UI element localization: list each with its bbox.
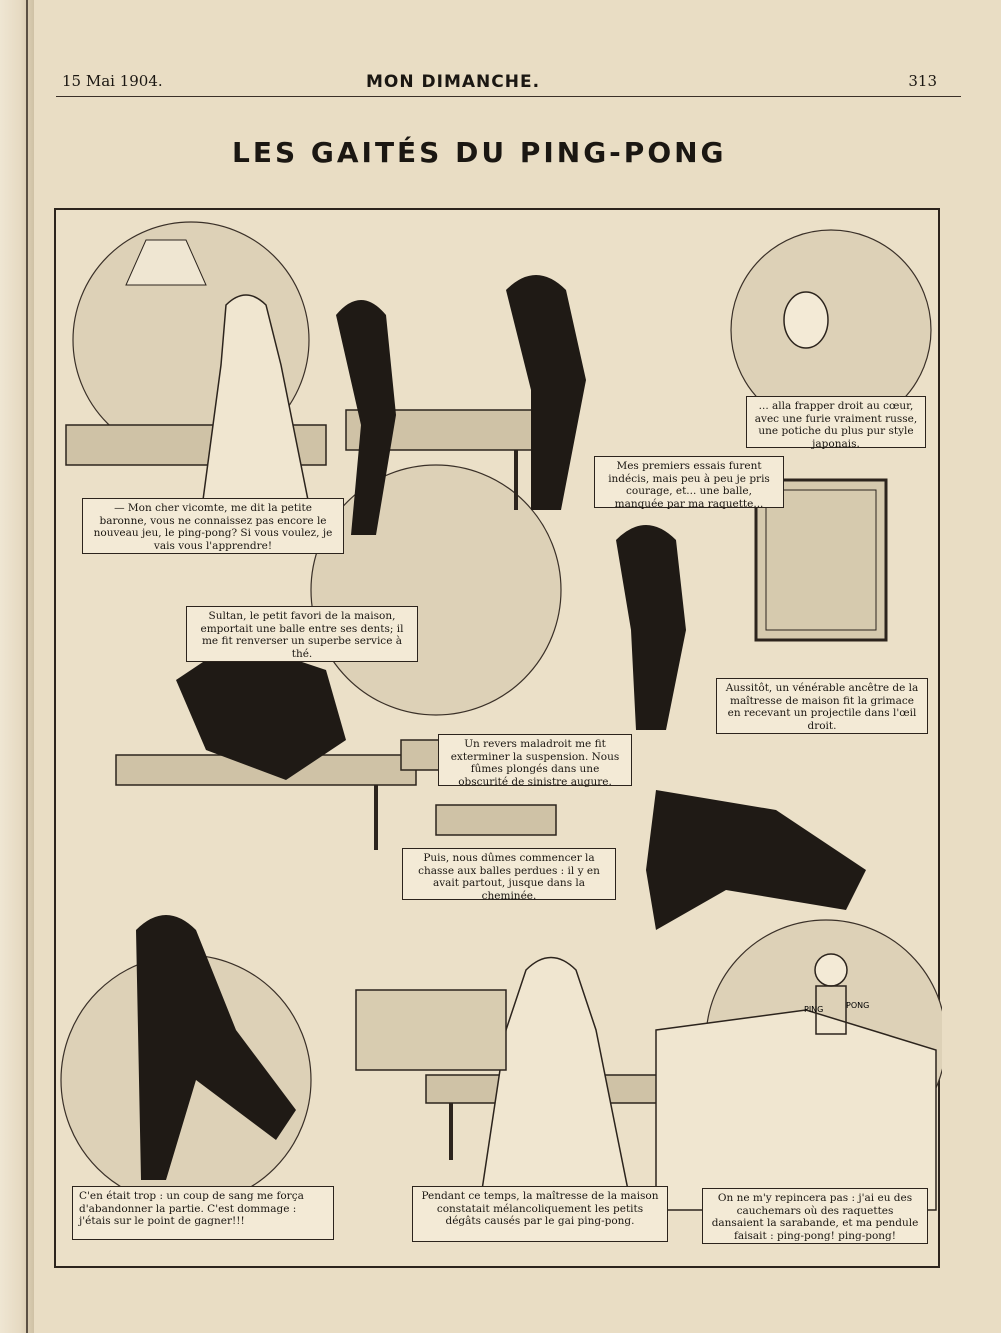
page (36, 0, 1001, 1333)
japanese-vase (784, 292, 828, 348)
caption-5: Aussitôt, un vénérable ancêtre de la maîtresse de maison fit la grimace en recevant un projectile dans l'œil droit. (716, 678, 928, 734)
caption-8: C'en était trop : un coup de sang me força d'abandonner la partie. C'est dommage : j'étais sur le point de gagner!!! (72, 1186, 334, 1240)
clock (815, 954, 847, 986)
header-date: 15 Mai 1904. (62, 72, 163, 90)
comic-frame (54, 208, 940, 1268)
header-page-number: 313 (908, 72, 937, 90)
caption-7: Puis, nous dûmes commencer la chasse aux balles perdues : il y en avait partout, jusque dans la cheminée. (402, 848, 616, 900)
crawling-man-figure (646, 790, 866, 930)
caption-10: On ne m'y repincera pas : j'ai eu des cauchemars où des raquettes dansaient la sarabande, et ma pendule faisait : ping-pong! ping-pong! (702, 1188, 928, 1244)
label-ping: PING (804, 1005, 824, 1014)
lamp-player-figure (616, 525, 686, 730)
header-publication: MON DIMANCHE. (366, 72, 541, 92)
caption-9: Pendant ce temps, la maîtresse de la maison constatait mélancoliquement les petits dégâts causés par le gai ping-pong. (412, 1186, 668, 1242)
caption-1: — Mon cher vicomte, me dit la petite baronne, vous ne connaissez pas encore le nouveau jeu, le ping-pong? Si vous voulez, je vais vous l'apprendre! (82, 498, 344, 554)
caption-4: Sultan, le petit favori de la maison, emportait une balle entre ses dents; il me fit renverser un superbe service à thé. (186, 606, 418, 662)
vignette-lamp (311, 465, 561, 715)
label-pong: PONG (846, 1001, 870, 1010)
book-spine (0, 0, 34, 1333)
bed-figure (656, 1010, 936, 1210)
caption-6: Un revers maladroit me fit exterminer la suspension. Nous fûmes plongés dans une obscurité de sinistre augure. (438, 734, 632, 786)
caption-3: ... alla frapper droit au cœur, avec une furie vraiment russe, une potiche du plus pur style japonais. (746, 396, 926, 448)
header-rule (56, 96, 961, 97)
caption-2: Mes premiers essais furent indécis, mais peu à peu je pris courage, et... une balle, manquée par ma raquette... (594, 456, 784, 508)
page-title: LES GAITÉS DU PING-PONG (232, 136, 727, 169)
gutter-line (26, 0, 28, 1333)
fireplace (356, 990, 506, 1070)
